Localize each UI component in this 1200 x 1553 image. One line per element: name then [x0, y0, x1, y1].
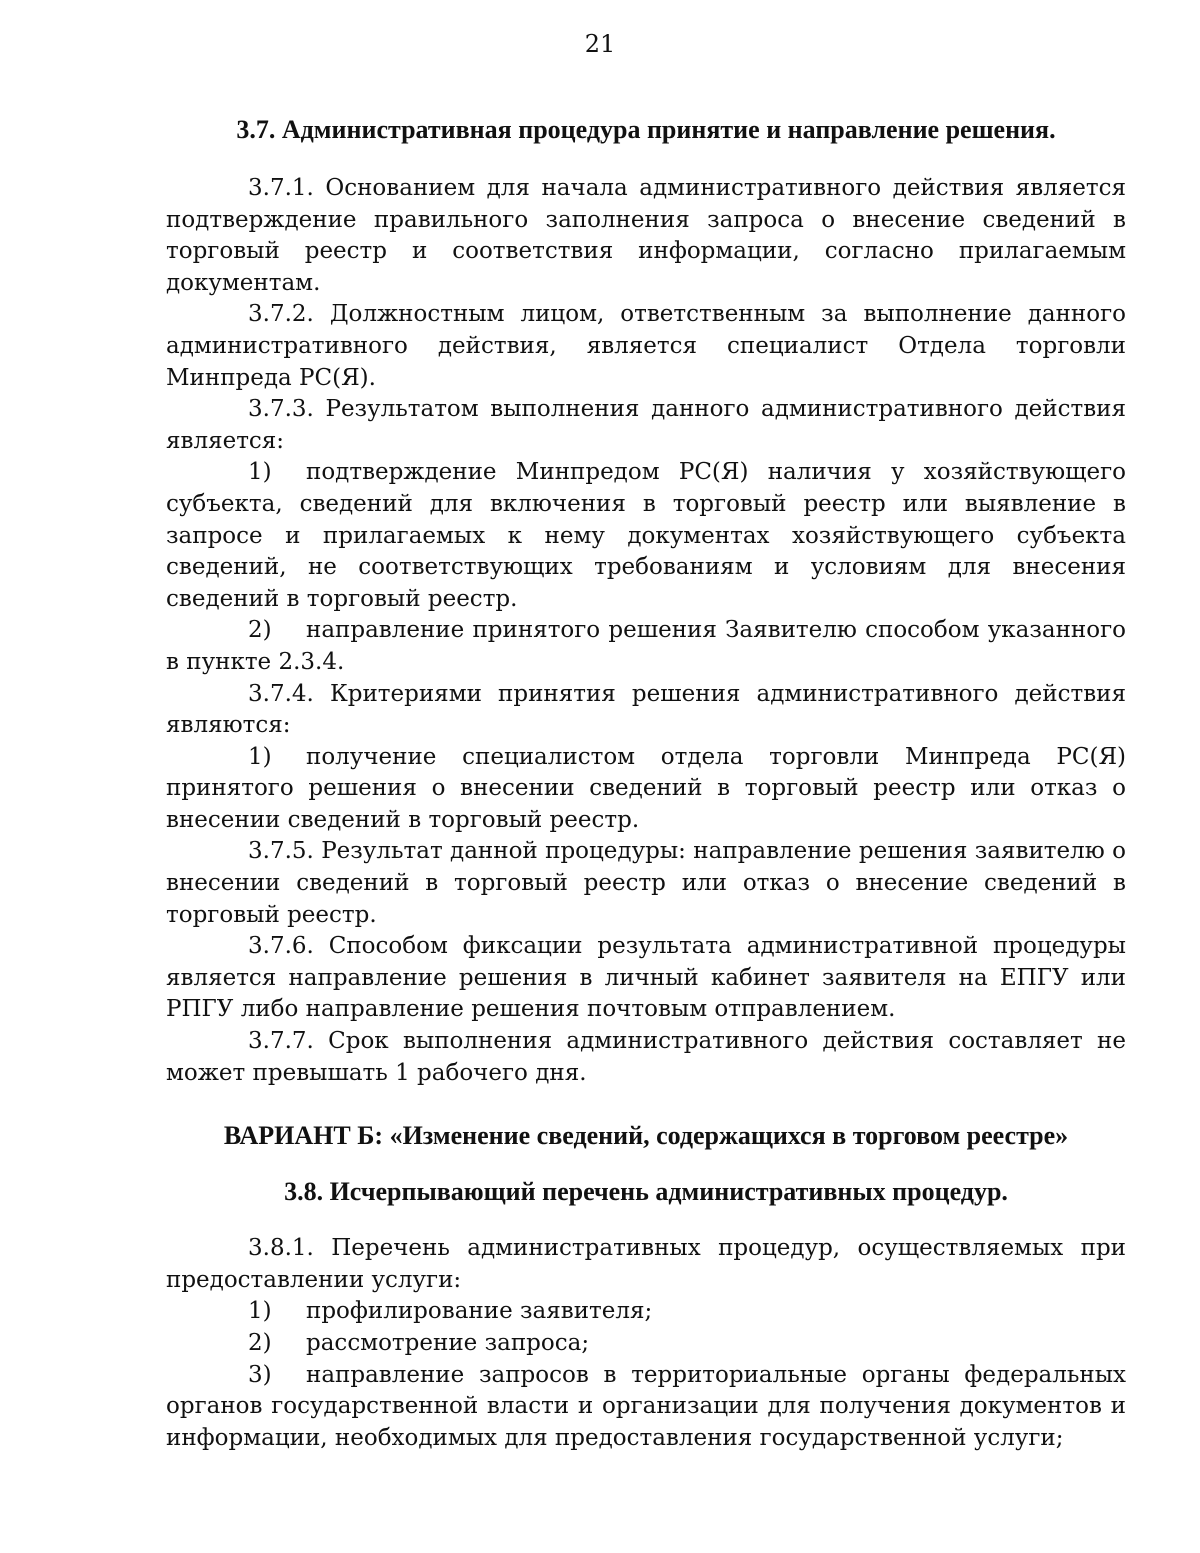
list-item-text: профилирование заявителя; [306, 1298, 653, 1325]
page-number: 21 [584, 30, 616, 58]
paragraph-3-7-2: 3.7.2. Должностным лицом, ответственным за выполнение данного административного действия, является специалист Отдела торговли Минпреда РС(Я). [166, 301, 1126, 391]
list-item [166, 1328, 1126, 1360]
list-item [166, 615, 1126, 678]
list-item-text: рассмотрение запроса; [306, 1330, 590, 1356]
list-item [166, 1296, 1126, 1328]
list-item-text: направление запросов в территориальные органы федеральных органов государственной власти и организации для получения документов и информации, необходимых для предоставления государственной услуги; [166, 1361, 1126, 1451]
paragraph-3-7-7: 3.7.7. Срок выполнения административного действия составляет не может превышать 1 рабочего дня. [166, 1028, 1126, 1086]
list-item-number: 1) [248, 459, 272, 486]
list-item [166, 1360, 1126, 1455]
paragraph-3-7-3: 3.7.3. Результатом выполнения данного административного действия является: [166, 396, 1126, 454]
paragraph-3-7-6: 3.7.6. Способом фиксации результата административной процедуры является направление решения в личный кабинет заявителя на ЕПГУ или РПГУ либо направление решения почтовым отправлением. [166, 933, 1126, 1023]
list-item-number: 2) [248, 1330, 272, 1356]
list-item-number: 3) [248, 1361, 272, 1388]
list-item-text: направление принятого решения Заявителю способом указанного в пункте 2.3.4. [166, 617, 1126, 675]
paragraph-3-7-4: 3.7.4. Критериями принятия решения административного действия являются: [166, 680, 1126, 739]
list-item-number: 1) [248, 743, 272, 770]
paragraph-3-7-5: 3.7.5. Результат данной процедуры: направление решения заявителю о внесении сведений в торговый реестр или отказ о внесение сведений в торговый реестр. [166, 838, 1126, 928]
section-3-8-heading: 3.8. Исчерпывающий перечень административных процедур. [284, 1177, 1008, 1207]
list-item-text: подтверждение Минпредом РС(Я) наличия у хозяйствующего субъекта, сведений для включения в торговый реестр или выявление в запросе и прилагаемых к нему документах хозяйствующего субъекта сведений, не соответствующих требованиям и условиям для внесения сведений в торговый реестр. [166, 459, 1126, 612]
document-body [166, 112, 1126, 1454]
list-item-text: получение специалистом отдела торговли Минпреда РС(Я) принятого решения о внесении сведений в торговый реестр или отказ о внесении сведений в торговый реестр. [166, 743, 1126, 833]
variant-b-heading: ВАРИАНТ Б: «Изменение сведений, содержащихся в торговом реестре» [223, 1121, 1069, 1151]
list-item [166, 742, 1126, 837]
paragraph-3-8-1: 3.8.1. Перечень административных процедур, осуществляемых при предоставлении услуги: [166, 1235, 1126, 1293]
list-item-number: 1) [248, 1298, 272, 1325]
list-item [166, 457, 1126, 615]
paragraph-3-7-1: 3.7.1. Основанием для начала административного действия является подтверждение правильного заполнения запроса о внесение сведений в торговый реестр и соответствия информации, согласно прилагаемым документам. [166, 175, 1126, 296]
list-item-number: 2) [248, 617, 272, 644]
section-3-7-heading: 3.7. Административная процедура принятие и направление решения. [236, 115, 1056, 144]
